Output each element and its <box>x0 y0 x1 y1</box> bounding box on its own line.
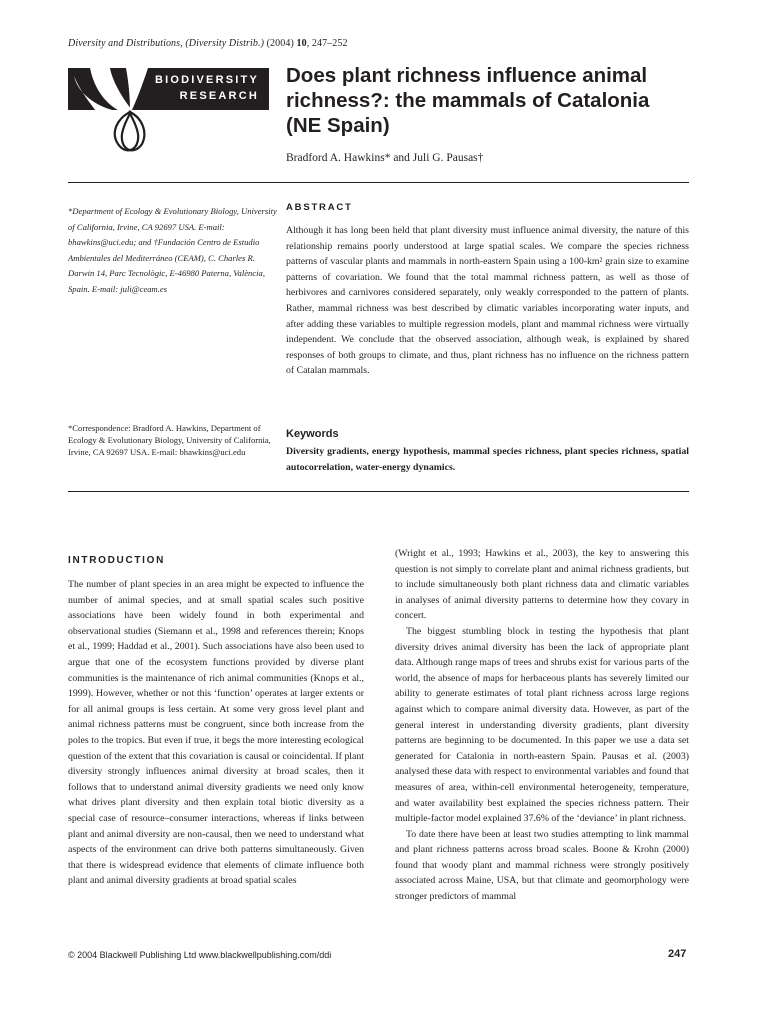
introduction-left-column <box>68 577 364 889</box>
journal-name: Diversity and Distributions, (Diversity Distrib.) <box>68 38 264 49</box>
authors: Bradford A. Hawkins* and Juli G. Pausas† <box>286 152 484 164</box>
journal-volume: 10 <box>296 38 307 49</box>
journal-pages: , 247–252 <box>306 38 348 49</box>
badge-line-2: RESEARCH <box>179 90 259 102</box>
abstract-heading: ABSTRACT <box>286 202 353 213</box>
intro-paragraph-2: (Wright et al., 1993; Hawkins et al., 2003), the key to answering this question is not simply to correlate plant and animal richness gradients, but to include simultaneously both plant richness data and climatic variables in analyses of animal diversity patterns to determine how they covary in concert. <box>395 548 689 622</box>
abstract-text: Although it has long been held that plant diversity must influence animal diversity, the nature of this relationship remains poorly understood at large spatial scales. We compare the species richness patterns of vascular plants and mammals in north-eastern Spain using a 100-km² grain size to examine patterns of covariation. We found that the total mammal richness pattern, as well as those of herbivores and carnivores considered separately, only weakly corresponded to the pattern of plants. Rather, mammal richness was best described by climatic variables incorporating water inputs, and after adding these variables to multiple regression models, plant and mammal richness were virtually independent. We conclude that the observed association, although weak, is explained by shared responses of both groups to climate, and thus, plant richness has no influence on the richness pattern of Catalan mammals. <box>286 225 689 377</box>
header-divider <box>68 182 689 183</box>
introduction-heading: INTRODUCTION <box>68 555 166 566</box>
page-number: 247 <box>668 948 687 960</box>
intro-paragraph-3: The biggest stumbling block in testing the hypothesis that plant diversity drives animal diversity has been the lack of appropriate plant data. Although range maps of trees and shrubs exist for various parts of the world, the absence of maps for herbaceous plants has severely limited our ability to generate estimates of total plant richness across large regions against which to compare animal diversity data. However, as part of the general interest in understanding diversity gradients, plant diversity patterns are beginning to be documented. In this paper we use a data set generated for Catalonia in north-eastern Spain. Pausas et al. (2003) analysed these data with respect to environmental variables and found that measures of area, within-cell environmental heterogeneity, temperature, and water availability best explained the species richness pattern. Their multiple-factor model explained 37.6% of the ‘deviance’ in plant richness. <box>395 625 689 825</box>
introduction-right-column <box>395 546 689 905</box>
abstract-divider <box>68 491 689 492</box>
running-head <box>68 38 348 49</box>
keywords-heading: Keywords <box>286 428 339 440</box>
journal-year: (2004) <box>266 38 294 49</box>
article-title: Does plant richness influence animal richness?: the mammals of Catalonia (NE Spain) <box>286 64 650 137</box>
correspondence: *Correspondence: Bradford A. Hawkins, Department of Ecology & Evolutionary Biology, University of California, Irvine, CA 92697 USA. E-mail: bhawkins@uci.edu <box>68 423 271 457</box>
keywords-text: Diversity gradients, energy hypothesis, mammal species richness, plant species richness, spatial autocorrelation, water-energy dynamics. <box>286 446 689 473</box>
intro-paragraph-1: The number of plant species in an area might be expected to influence the number of animal species, and at small spatial scales such positive associations have been widely found in both experimental and observational studies (Siemann et al., 1998 and references therein; Knops et al., 1999; Haddad et al., 2001). Such associations have also been used to argue that one of the ecosystem functions provided by diverse plant communities is the maintenance of rich animal communities (Knops et al., 1999). However, whether or not this ‘function’ operates at larger extents or for all animal groups is less certain. At some very gross level plant and animal richness patterns must be congruent, since both increase from the poles to the tropics. But even if true, it begs the more interesting ecological question of the extent that this covariation is causal or coincidental. If plant diversity strongly influences animal diversity at broad scales, then it follows that to understand animal diversity gradients we need only know what drives plant diversity and then explain total biotic diversity as a special case of resource–consumer interactions, whereas if links between plant and animal diversity are non-causal, then we need to understand what aspects of the environment can drive both patterns simultaneously. Given that there is widespread evidence that elements of climate influence both plant and animal diversity gradients at broad spatial scales <box>68 579 364 887</box>
badge-line-1: BIODIVERSITY <box>154 74 259 86</box>
affiliation: *Department of Ecology & Evolutionary Biology, University of California, Irvine, CA 92697 USA. E-mail: bhawkins@uci.edu; and †Fundación Centro de Estudio Ambientales del Mediterráneo (CEAM), C. Charles R. Darwin 14, Parc Tecnològic, E-46980 Paterna, València, Spain. E-mail: juli@ceam.es <box>68 206 277 294</box>
butterfly-logo-icon <box>68 68 269 158</box>
intro-paragraph-4: To date there have been at least two studies attempting to link mammal and plant richness patterns across broad scales. Boone & Krohn (2000) found that woody plant and mammal richness were strongly positively associated across Maine, USA, but that climate and geomorphology were stronger predictors of mammal <box>395 828 689 903</box>
copyright-footer: © 2004 Blackwell Publishing Ltd www.blackwellpublishing.com/ddi <box>68 950 332 960</box>
